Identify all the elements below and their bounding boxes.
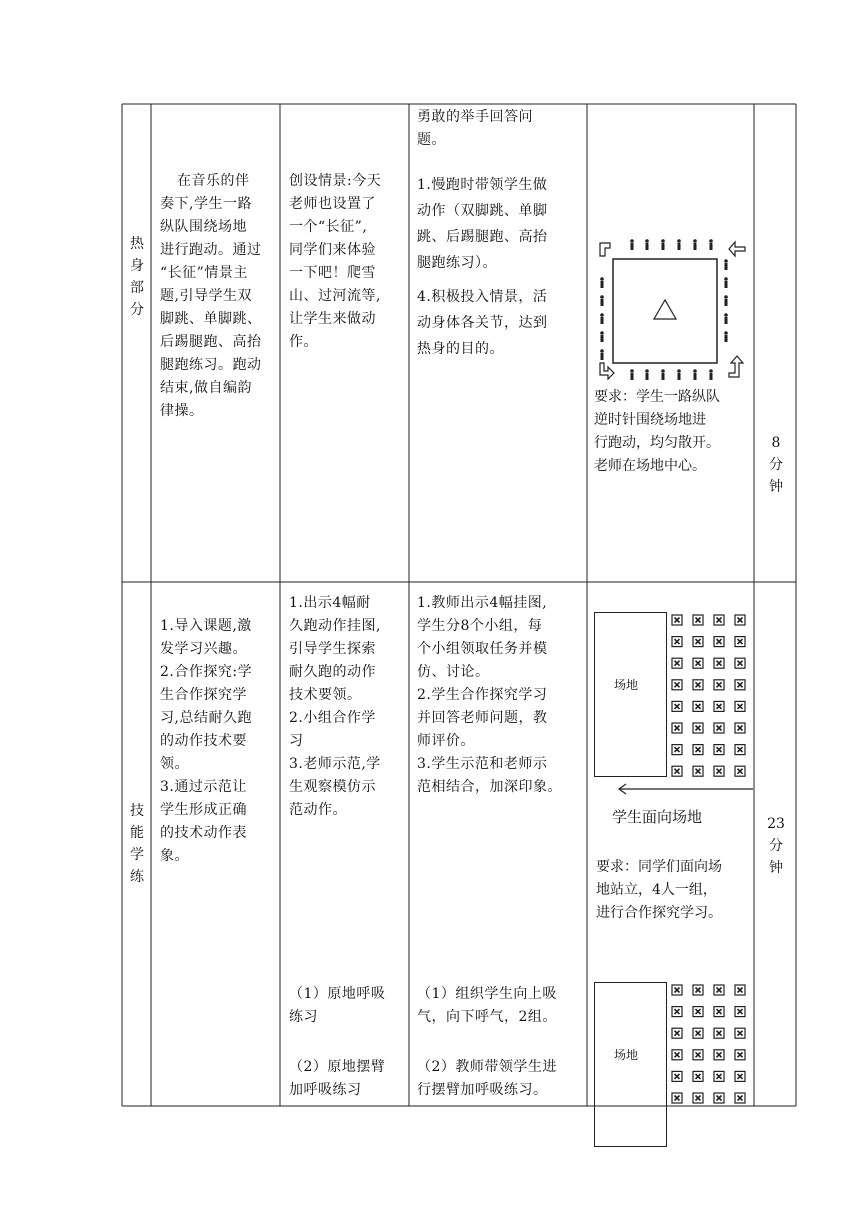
section-label-warmup: 热 身 部 分 xyxy=(130,236,144,318)
warmup-teacher-activity: 创设情景:今天 老师也设置了 一个“长征”, 同学们来体验 一下吧！爬雪 山、过河流等, 让学生来做动 作。 xyxy=(289,173,382,350)
section-label-skills: 技 能 学 练 xyxy=(130,803,144,885)
student-marker-icon xyxy=(693,637,703,647)
student-marker-icon xyxy=(735,1007,745,1017)
corner-arrow-bottom-right-icon xyxy=(729,356,743,377)
student-person-icon xyxy=(600,295,604,306)
skills-content: 1.导入课题,激 发学习兴趣。 2.合作探究:学 生合作探究学 习,总结耐久跑 的动作技术要 领。 3.通过示范让 学生形成正确 的技术动作表 象。 xyxy=(160,618,253,864)
student-marker-icon xyxy=(693,615,703,625)
teacher-breath-1: （1）原地呼吸 练习 xyxy=(289,986,386,1025)
student-breath-2: （2）教师带领学生进 行摆臂加呼吸练习。 xyxy=(417,1059,557,1098)
student-marker-icon xyxy=(693,658,703,668)
student-marker-icon xyxy=(693,701,703,711)
student-person-icon xyxy=(693,369,697,380)
student-marker-icon xyxy=(672,680,682,690)
student-person-icon xyxy=(661,239,665,250)
student-marker-icon xyxy=(714,637,724,647)
student-person-icon xyxy=(600,277,604,288)
student-marker-icon xyxy=(735,985,745,995)
student-marker-icon xyxy=(735,745,745,755)
student-person-icon xyxy=(600,349,604,360)
student-breath-1: （1）组织学生向上吸 气，向下呼气，2组。 xyxy=(417,986,557,1025)
student-marker-icon xyxy=(672,1028,682,1038)
student-marker-icon xyxy=(672,701,682,711)
student-person-icon xyxy=(709,369,713,380)
corner-arrow-bottom-left-icon xyxy=(600,363,614,379)
student-person-icon xyxy=(661,369,665,380)
student-marker-icon xyxy=(693,1007,703,1017)
student-marker-icon xyxy=(735,615,745,625)
student-marker-icon xyxy=(693,1050,703,1060)
student-marker-icon xyxy=(735,1071,745,1081)
student-marker-icon xyxy=(714,766,724,776)
field-rect-2 xyxy=(594,982,667,1147)
student-marker-icon xyxy=(735,1093,745,1103)
warmup-student-activity-top: 勇敢的举手回答问 题。 xyxy=(417,109,533,148)
warmup-time: 8 分 钟 xyxy=(769,435,783,495)
student-marker-icon xyxy=(693,766,703,776)
student-marker-icon xyxy=(735,680,745,690)
student-marker-icon xyxy=(735,1050,745,1060)
student-marker-icon xyxy=(672,615,682,625)
student-person-icon xyxy=(724,277,728,288)
facing-arrow-icon xyxy=(615,782,755,796)
student-marker-icon xyxy=(693,723,703,733)
warmup-student-activity-2: 4.积极投入情景，活 动身体各关节，达到 热身的目的。 xyxy=(417,289,548,357)
student-marker-icon xyxy=(714,1071,724,1081)
diagram-caption: 学生面向场地 xyxy=(612,808,703,826)
student-marker-icon xyxy=(714,1028,724,1038)
student-person-icon xyxy=(693,239,697,250)
student-person-icon xyxy=(645,239,649,250)
student-marker-icon xyxy=(714,723,724,733)
student-marker-icon xyxy=(672,985,682,995)
student-marker-icon xyxy=(672,637,682,647)
student-marker-icon xyxy=(693,1071,703,1081)
student-marker-icon xyxy=(672,745,682,755)
student-person-icon xyxy=(724,295,728,306)
warmup-requirement: 要求：学生一路纵队 逆时针围绕场地进 行跑动，均匀散开。 老师在场地中心。 xyxy=(594,389,720,474)
student-marker-icon xyxy=(672,1050,682,1060)
student-grid-2 xyxy=(668,980,753,1106)
field-square xyxy=(613,259,717,363)
student-marker-icon xyxy=(735,766,745,776)
student-person-icon xyxy=(630,369,634,380)
field-label: 场地 xyxy=(614,678,639,692)
teacher-triangle-icon xyxy=(654,300,676,319)
student-marker-icon xyxy=(672,1007,682,1017)
skills-teacher-activity: 1.出示4幅耐 久跑动作挂图, 引导学生探索 耐久跑的动作 技术要领。 2.小组合作学 习 3.老师示范,学 生观察模仿示 范动作。 xyxy=(289,595,381,818)
student-marker-icon xyxy=(735,701,745,711)
student-person-icon xyxy=(600,313,604,324)
student-marker-icon xyxy=(693,1028,703,1038)
field-rect xyxy=(594,612,667,777)
skills-requirement: 要求：同学们面向场 地站立，4人一组， 进行合作探究学习。 xyxy=(596,859,722,921)
student-marker-icon xyxy=(693,985,703,995)
student-marker-icon xyxy=(714,1050,724,1060)
student-marker-icon xyxy=(693,1093,703,1103)
student-person-icon xyxy=(709,239,713,250)
student-marker-icon xyxy=(714,1093,724,1103)
warmup-content: 在音乐的伴 奏下,学生一路 纵队围绕场地 进行跑动。通过 “长征”情景主 题,引导学生双 脚跳、单脚跳、 后踢腿跑、高抬 腿跑练习。跑动 结束,做自编韵 律操。 xyxy=(160,173,262,419)
skills-time: 23 分 钟 xyxy=(767,816,785,876)
student-person-icon xyxy=(677,369,681,380)
corner-arrow-top-right-icon xyxy=(729,242,745,256)
student-marker-icon xyxy=(735,658,745,668)
warmup-formation-diagram xyxy=(595,235,750,385)
student-person-icon xyxy=(724,331,728,342)
student-person-icon xyxy=(600,331,604,342)
student-marker-icon xyxy=(714,658,724,668)
student-marker-icon xyxy=(714,985,724,995)
student-marker-icon xyxy=(735,1028,745,1038)
student-marker-icon xyxy=(735,637,745,647)
student-marker-icon xyxy=(714,615,724,625)
student-marker-icon xyxy=(672,723,682,733)
student-marker-icon xyxy=(714,701,724,711)
student-marker-icon xyxy=(714,680,724,690)
student-person-icon xyxy=(677,239,681,250)
student-marker-icon xyxy=(693,745,703,755)
corner-arrow-top-left-icon xyxy=(600,243,610,256)
student-person-icon xyxy=(724,313,728,324)
student-person-icon xyxy=(645,369,649,380)
student-person-icon xyxy=(630,239,634,250)
student-person-icon xyxy=(724,259,728,270)
student-marker-icon xyxy=(693,680,703,690)
student-marker-icon xyxy=(735,723,745,733)
student-marker-icon xyxy=(672,658,682,668)
student-marker-icon xyxy=(672,1071,682,1081)
skills-student-activity: 1.教师出示4幅挂图, 学生分8个小组，每 个小组领取任务并模 仿、讨论。 2.学生合作探究学习 并回答老师问题，教 师评价。 3.学生示范和老师示 范相结合，加深印象。 xyxy=(417,595,562,795)
student-marker-icon xyxy=(672,766,682,776)
warmup-student-activity-1: 1.慢跑时带领学生做 动作（双脚跳、单脚 跳、后踢腿跑、高抬 腿跑练习）。 xyxy=(417,177,548,271)
student-grid-1 xyxy=(668,610,753,780)
student-marker-icon xyxy=(714,1007,724,1017)
student-marker-icon xyxy=(672,1093,682,1103)
teacher-breath-2: （2）原地摆臂 加呼吸练习 xyxy=(289,1059,386,1098)
student-marker-icon xyxy=(714,745,724,755)
field-label-2: 场地 xyxy=(614,1048,639,1062)
